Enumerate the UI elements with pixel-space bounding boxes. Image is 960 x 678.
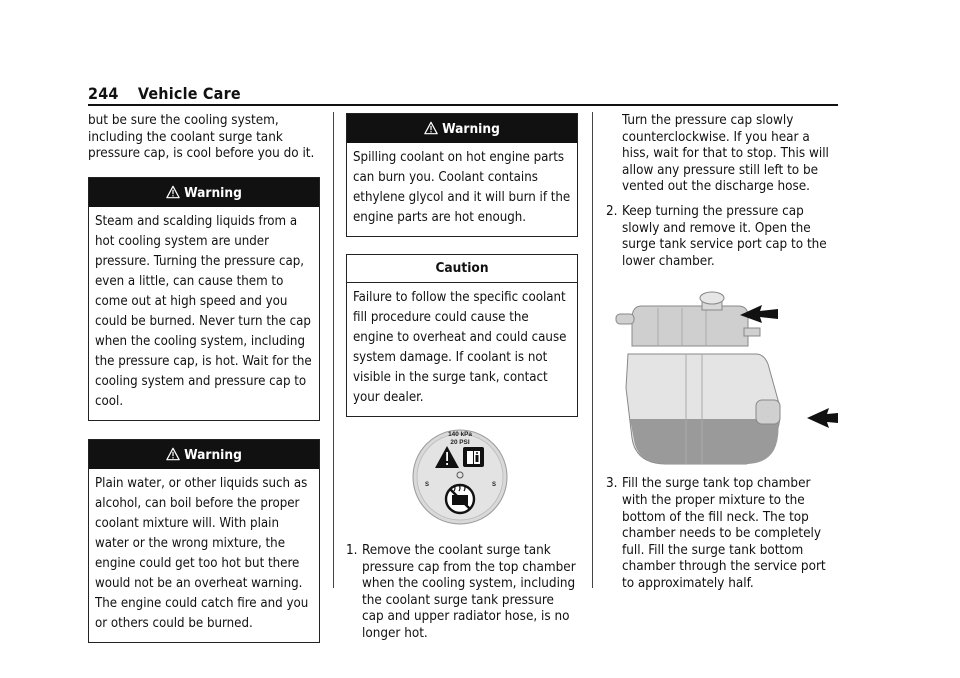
steps-list: [346, 543, 578, 643]
step-1: [346, 543, 578, 643]
caution-header: Caution: [347, 255, 577, 283]
no-open-hot-icon: [446, 485, 474, 513]
step-1-continuation: Turn the pressure cap slowly counterclockwise. If you hear a hiss, wait for that to stop. This will allow any pressure still left to be vented out the discharge hose.: [622, 113, 829, 195]
warning-body: Plain water, or other liquids such as alcohol, can boil before the proper coolant mixture will. With plain water or the wrong mixture, the engine could get too hot but there would not be an overheat warning. The engine could catch fire and you or others could be burned.: [95, 475, 309, 631]
warning-body: Spilling coolant on hot engine parts can burn you. Coolant contains ethylene glycol and it will burn if the engine parts are hot enough.: [353, 150, 571, 225]
warning-title: Warning: [442, 121, 500, 137]
column-1: [88, 113, 320, 643]
cap-s-right: S: [492, 482, 497, 488]
step-text: Remove the coolant surge tank pressure cap from the top chamber when the cooling system, including the coolant surge tank pressure cap and upper radiator hose, is no longer hot.: [362, 543, 576, 641]
warning-header: [347, 114, 577, 143]
warning-body: Steam and scalding liquids from a hot cooling system are under pressure. Turning the pressure cap, even a little, can cause them to come out at high speed and you could be burned. Never turn the cap when the cooling system, including the pressure cap, is hot. Wait for the cooling system and pressure cap to cool.: [95, 213, 312, 409]
steps-list-continued: [606, 204, 838, 270]
warning-title: Warning: [184, 184, 242, 201]
warning-box-plain-water: [88, 439, 320, 643]
page-header: [88, 84, 241, 103]
warning-triangle-icon: [424, 121, 438, 135]
intro-paragraph: but be sure the cooling system, including the coolant surge tank pressure cap, is cool before you do it.: [88, 113, 315, 162]
step-text: Keep turning the pressure cap slowly and remove it. Open the surge tank service port cap to the lower chamber.: [622, 203, 827, 269]
caution-body: Failure to follow the specific coolant fill procedure could cause the engine to overheat and could cause system damage. If coolant is not visible in the surge tank, contact your dealer.: [353, 290, 567, 405]
warning-header: [89, 440, 319, 469]
header-rule: [88, 104, 838, 106]
caution-box: [346, 254, 578, 417]
column-2: [346, 113, 578, 643]
steps-list-final: [606, 476, 838, 592]
step-number: 3.: [606, 476, 618, 492]
cap-label-psi: 20 PSI: [450, 439, 470, 446]
cap-s-left: S: [425, 482, 430, 488]
step-2: [606, 204, 838, 270]
warning-box-steam: [88, 177, 320, 421]
step-3: [606, 476, 838, 592]
arrow-left-icon: [807, 408, 838, 428]
warning-header: [89, 178, 319, 207]
manual-book-icon: [463, 447, 484, 467]
warning-box-spilling: [346, 113, 578, 237]
step-text: Fill the surge tank top chamber with the proper mixture to the bottom of the fill neck. The top chamber needs to be completely full. Fill the surge tank bottom chamber through the service port to approximately half.: [622, 476, 826, 591]
step-number: 1.: [346, 543, 358, 558]
step-number: 2.: [606, 203, 618, 219]
pressure-cap-illustration: [346, 429, 578, 527]
surge-tank-illustration: [606, 288, 838, 472]
column-divider-right: [592, 112, 593, 588]
column-3: [606, 113, 838, 593]
section-title: Vehicle Care: [137, 84, 241, 103]
warning-title: Warning: [184, 446, 242, 463]
pressure-cap-image: [346, 429, 578, 527]
warning-triangle-icon: [166, 185, 180, 199]
surge-tank-image: [606, 288, 838, 472]
cap-label-kpa: 140 kPa: [448, 431, 472, 438]
column-divider-left: [333, 112, 334, 588]
warning-triangle-icon: [166, 447, 180, 461]
page-number: 244: [88, 84, 119, 103]
